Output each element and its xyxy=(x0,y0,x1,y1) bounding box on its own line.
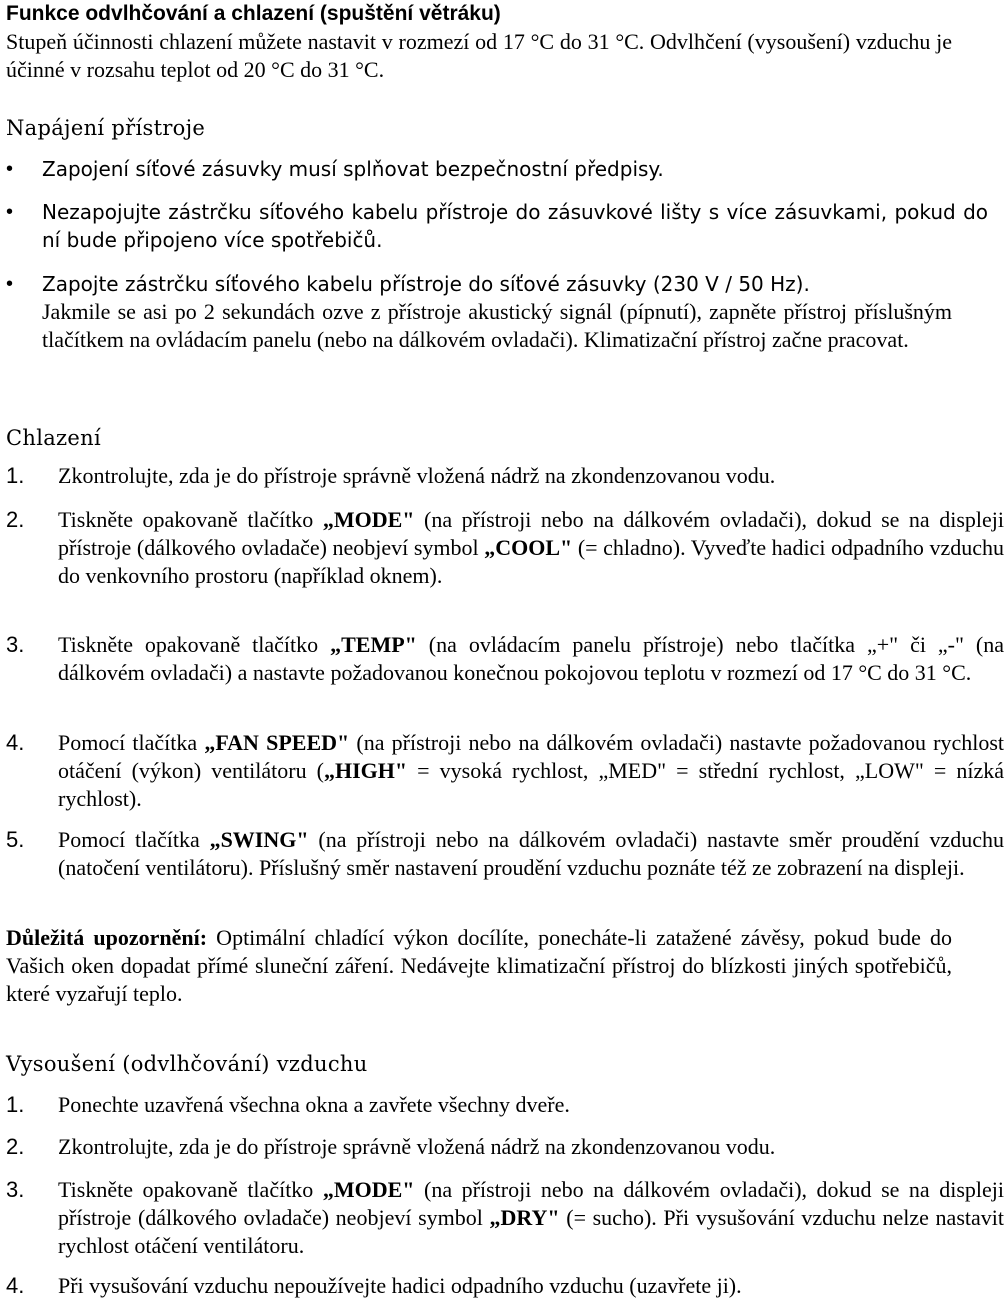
mode-button-name: „MODE" xyxy=(322,1177,415,1202)
mode-button-name: „MODE" xyxy=(322,507,415,532)
temp-button-name: „TEMP" xyxy=(330,632,417,657)
item-number: 3. xyxy=(6,1177,25,1202)
section-title-cooling-functions: Funkce odvlhčování a chlazení (spuštění větráku) xyxy=(6,2,501,25)
list-item xyxy=(6,1133,1004,1161)
item-text: (na přístroji nebo na dálkovém ovladači) nastavte směr proudění vzduchu (natočení ventilátoru). Příslušný směr nastavení proudění vzduchu poznáte též ze zobrazení na displeji. xyxy=(58,827,1004,880)
item-text: (= sucho). Při vysušování vzduchu nelze nastavit rychlost otáčení ventilátoru. xyxy=(58,1205,1004,1258)
item-text: (na přístroji nebo na dálkovém ovladači) nastavte požadovanou rychlost otáčení (výkon) ventilátoru ( xyxy=(58,730,1004,783)
bullet-text: Zapojení síťové zásuvky musí splňovat bezpečnostní předpisy. xyxy=(42,157,664,181)
item-text: Pomocí tlačítka xyxy=(58,827,210,852)
item-text: Zkontrolujte, zda je do přístroje správně vložená nádrž na zkondenzovanou vodu. xyxy=(58,463,776,488)
list-item xyxy=(6,1091,1004,1119)
list-item xyxy=(6,826,1004,882)
bullet-glyph: • xyxy=(6,158,14,180)
item-text: Tiskněte opakovaně tlačítko xyxy=(58,632,331,657)
section-title-power: Napájení přístroje xyxy=(6,116,206,140)
bullet-glyph: • xyxy=(6,201,14,223)
item-text: (= chladno). Vyveďte hadici odpadního vzduchu do venkovního prostoru (například oknem). xyxy=(58,535,1004,588)
section-title-cooling: Chlazení xyxy=(6,426,101,450)
item-text: Tiskněte opakovaně tlačítko xyxy=(58,1177,323,1202)
dry-symbol-name: „DRY" xyxy=(489,1205,560,1230)
high-label: „HIGH" xyxy=(323,758,408,783)
item-text: (na přístroji nebo na dálkovém ovladači), dokud se na displeji přístroje (dálkového ovladače) neobjeví symbol xyxy=(58,507,1004,560)
item-text: (na ovládacím panelu přístroje) nebo tlačítka „+" či „-" (na dálkovém ovladači) a nastavte požadovanou konečnou pokojovou teplotu v rozmezí od 17 °C do 31 °C. xyxy=(58,632,1004,685)
item-number: 4. xyxy=(6,1273,25,1298)
item-text: Zkontrolujte, zda je do přístroje správně vložená nádrž na zkondenzovanou vodu. xyxy=(58,1134,776,1159)
intro-paragraph: Stupeň účinnosti chlazení můžete nastavit v rozmezí od 17 °C do 31 °C. Odvlhčení (vysoušení) vzduchu je účinné v rozsahu teplot od 20 °C do 31 °C. xyxy=(6,29,952,82)
bullet-glyph: • xyxy=(6,273,14,295)
item-text: Ponechte uzavřená všechna okna a zavřete všechny dveře. xyxy=(58,1092,570,1117)
item-text: Tiskněte opakovaně tlačítko xyxy=(58,507,323,532)
item-text: = vysoká rychlost, „MED" = střední rychlost, „LOW" = nízká rychlost). xyxy=(58,758,1004,811)
list-item xyxy=(6,631,1004,687)
cool-symbol-name: „COOL" xyxy=(484,535,573,560)
item-text: Pomocí tlačítka xyxy=(58,730,205,755)
swing-button-name: „SWING" xyxy=(209,827,309,852)
bullet-text: Zapojte zástrčku síťového kabelu přístroje do síťové zásuvky (230 V / 50 Hz). xyxy=(42,272,810,296)
list-item xyxy=(6,1176,1004,1260)
note-label: Důležitá upozornění: xyxy=(6,925,208,950)
item-number: 3. xyxy=(6,632,25,657)
item-text: (na přístroji nebo na dálkovém ovladači), dokud se na displeji přístroje (dálkového ovladače) neobjeví symbol xyxy=(58,1177,1004,1230)
important-note xyxy=(6,924,952,1008)
item-text: Při vysušování vzduchu nepoužívejte hadici odpadního vzduchu (uzavřete ji). xyxy=(58,1273,742,1298)
list-item xyxy=(6,462,1004,490)
bullet-text: Nezapojujte zástrčku síťového kabelu přístroje do zásuvkové lišty s více zásuvkami, pokud do ní bude připojeno více spotřebičů. xyxy=(42,200,988,252)
item-number: 5. xyxy=(6,827,25,852)
bullet-item xyxy=(6,198,988,254)
item-number: 1. xyxy=(6,1092,25,1117)
list-item xyxy=(6,729,1004,813)
list-item xyxy=(6,1272,1004,1300)
bullet-item xyxy=(6,155,988,183)
item-number: 2. xyxy=(6,507,25,532)
bullet-item xyxy=(6,270,988,298)
item-number: 4. xyxy=(6,730,25,755)
fan-speed-button-name: „FAN SPEED" xyxy=(204,730,350,755)
note-text: Optimální chladící výkon docílíte, ponecháte-li zatažené závěsy, pokud bude do Vašich oken dopadat přímé sluneční záření. Nedávejte klimatizační přístroj do blízkosti jiných spotřebičů, které vyzařují teplo. xyxy=(6,925,952,1006)
bullet-continuation: Jakmile se asi po 2 sekundách ozve z přístroje akustický signál (pípnutí), zapněte přístroj příslušným tlačítkem na ovládacím panelu (nebo na dálkovém ovladači). Klimatizační přístroj začne pracovat. xyxy=(42,299,952,352)
section-title-dehumidification: Vysoušení (odvlhčování) vzduchu xyxy=(6,1052,368,1076)
list-item xyxy=(6,506,1004,590)
item-number: 2. xyxy=(6,1134,25,1159)
item-number: 1. xyxy=(6,463,25,488)
